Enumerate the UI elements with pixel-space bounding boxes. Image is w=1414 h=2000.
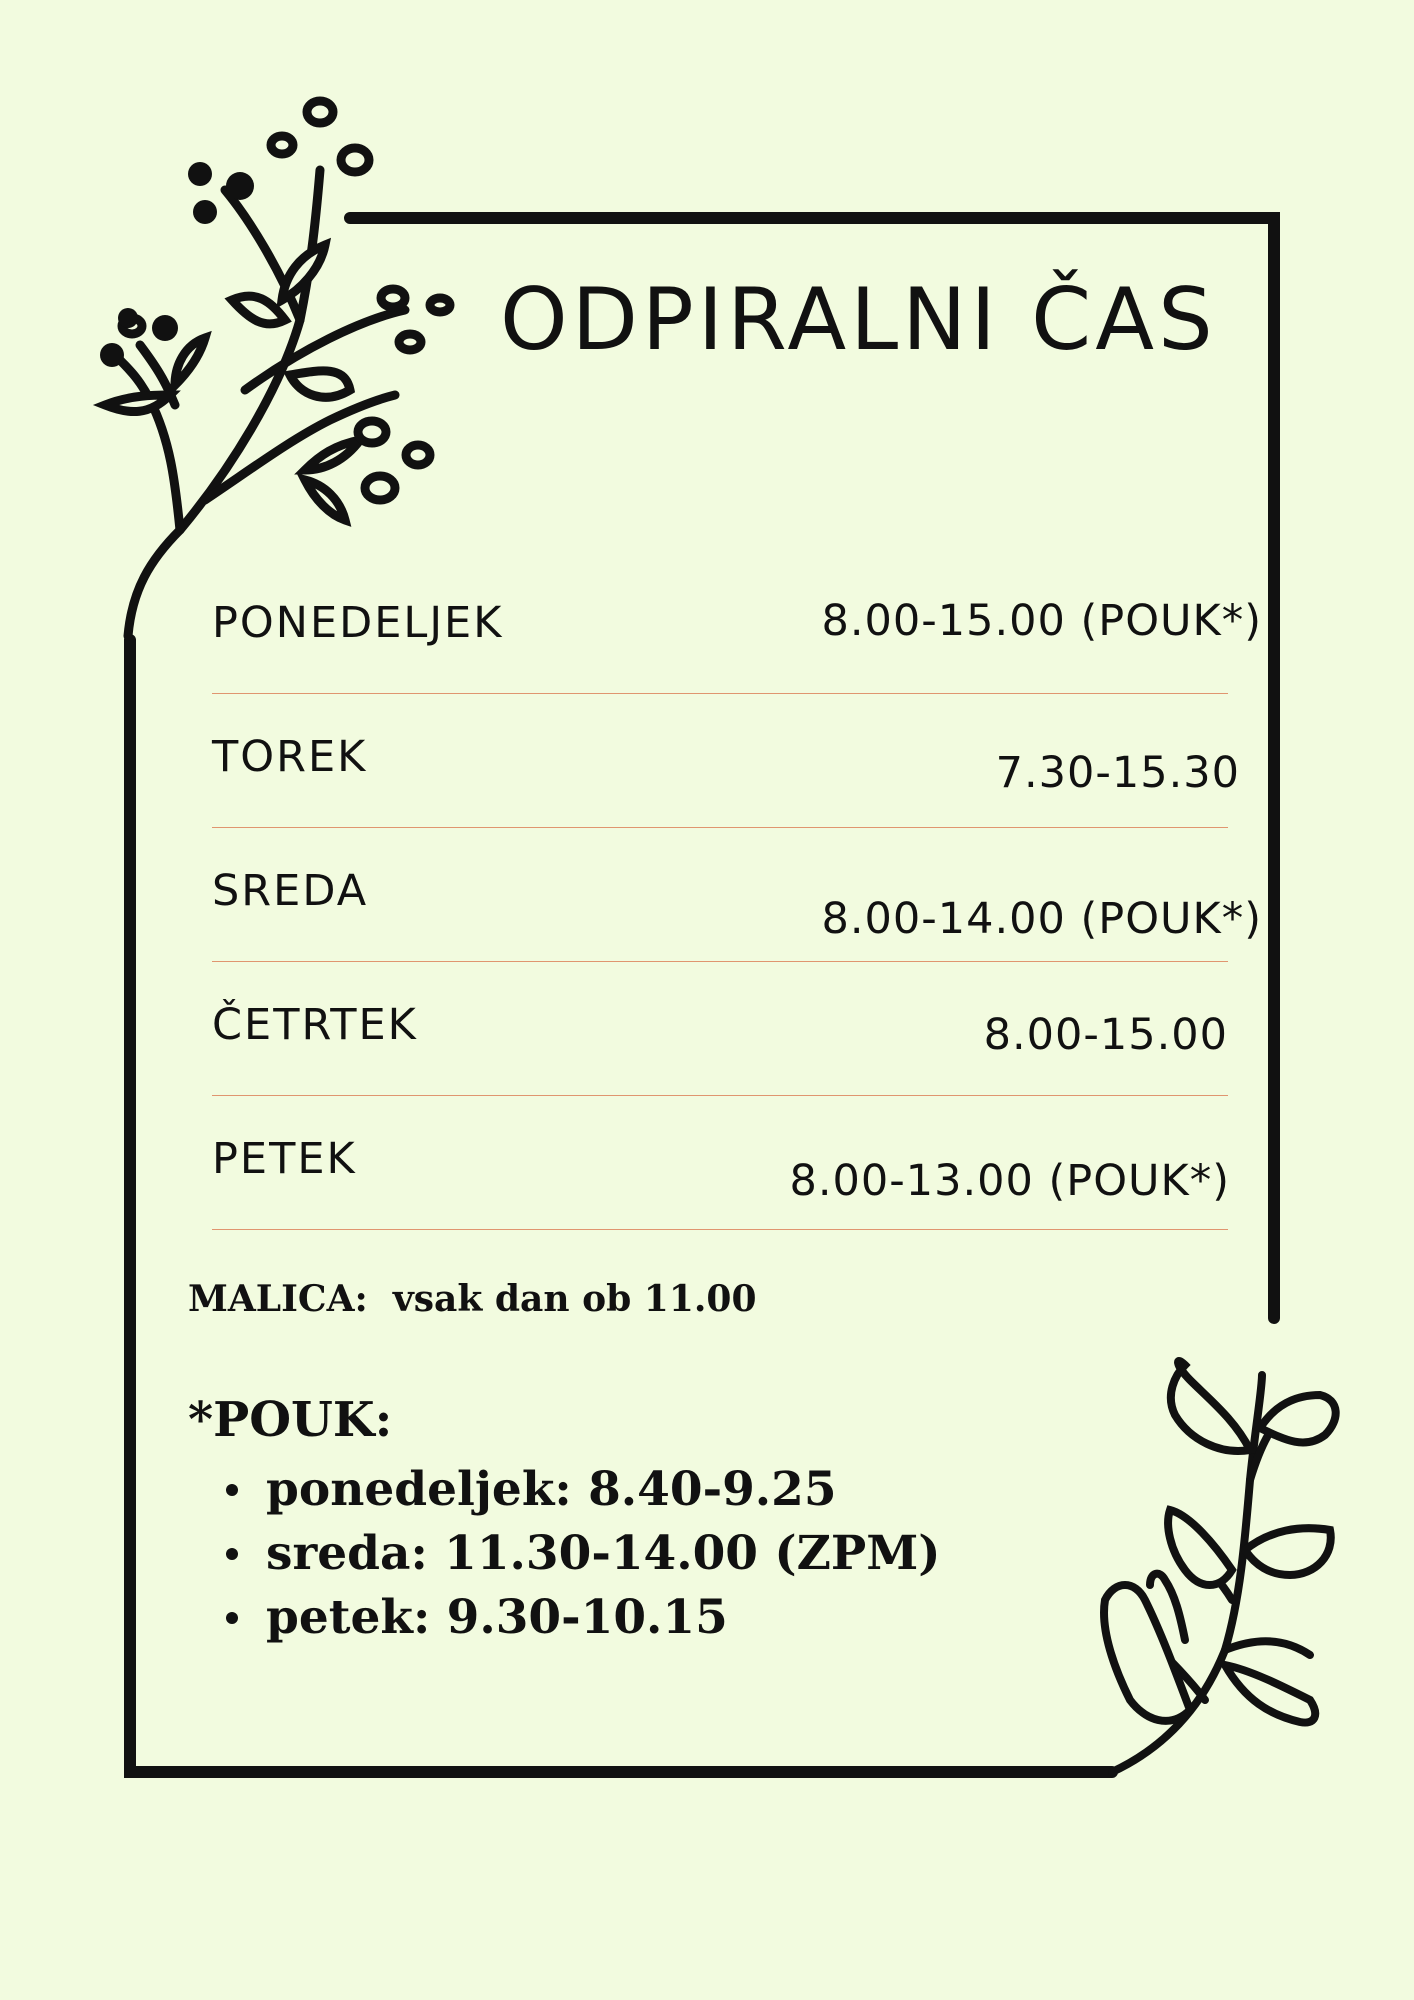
row-divider: [212, 1095, 1228, 1096]
pouk-item-text: ponedeljek: 8.40-9.25: [266, 1462, 837, 1517]
hours-cell: [212, 1156, 1230, 1216]
page-title: ODPIRALNI ČAS: [500, 270, 1217, 370]
hours-value: 7.30-15.30: [995, 748, 1240, 798]
hours-cell: [212, 596, 1262, 656]
pouk-list: [220, 1458, 941, 1650]
malica-note: MALICA: vsak dan ob 11.00: [188, 1278, 757, 1320]
day-label: SREDA: [212, 866, 369, 916]
flower-berries-solid: [100, 162, 254, 367]
row-divider: [212, 693, 1228, 694]
hours-cell: [212, 1010, 1228, 1070]
row-divider: [212, 961, 1228, 962]
list-item: [220, 1586, 941, 1650]
bullet-icon: [226, 1612, 238, 1624]
flower-branch-icon: [105, 101, 450, 636]
row-divider: [212, 1229, 1228, 1230]
hours-cell: [212, 894, 1262, 954]
day-label: PONEDELJEK: [212, 598, 504, 648]
bullet-icon: [226, 1548, 238, 1560]
leaf-branch-icon: [1104, 1361, 1336, 1772]
day-label: ČETRTEK: [212, 1000, 418, 1050]
pouk-heading: *POUK:: [188, 1392, 393, 1448]
list-item: [220, 1522, 941, 1586]
pouk-item-text: petek: 9.30-10.15: [266, 1590, 728, 1645]
hours-cell: [212, 748, 1240, 808]
day-label: TOREK: [212, 732, 368, 782]
hours-value: 8.00-15.00: [983, 1010, 1228, 1060]
hours-value: 8.00-14.00 (POUK*): [821, 894, 1262, 944]
day-label: PETEK: [212, 1134, 357, 1184]
row-divider: [212, 827, 1228, 828]
pouk-item-text: sreda: 11.30-14.00 (ZPM): [266, 1526, 941, 1581]
hours-value: 8.00-13.00 (POUK*): [789, 1156, 1230, 1206]
hours-value: 8.00-15.00 (POUK*): [821, 596, 1262, 646]
bullet-icon: [226, 1484, 238, 1496]
list-item: [220, 1458, 941, 1522]
